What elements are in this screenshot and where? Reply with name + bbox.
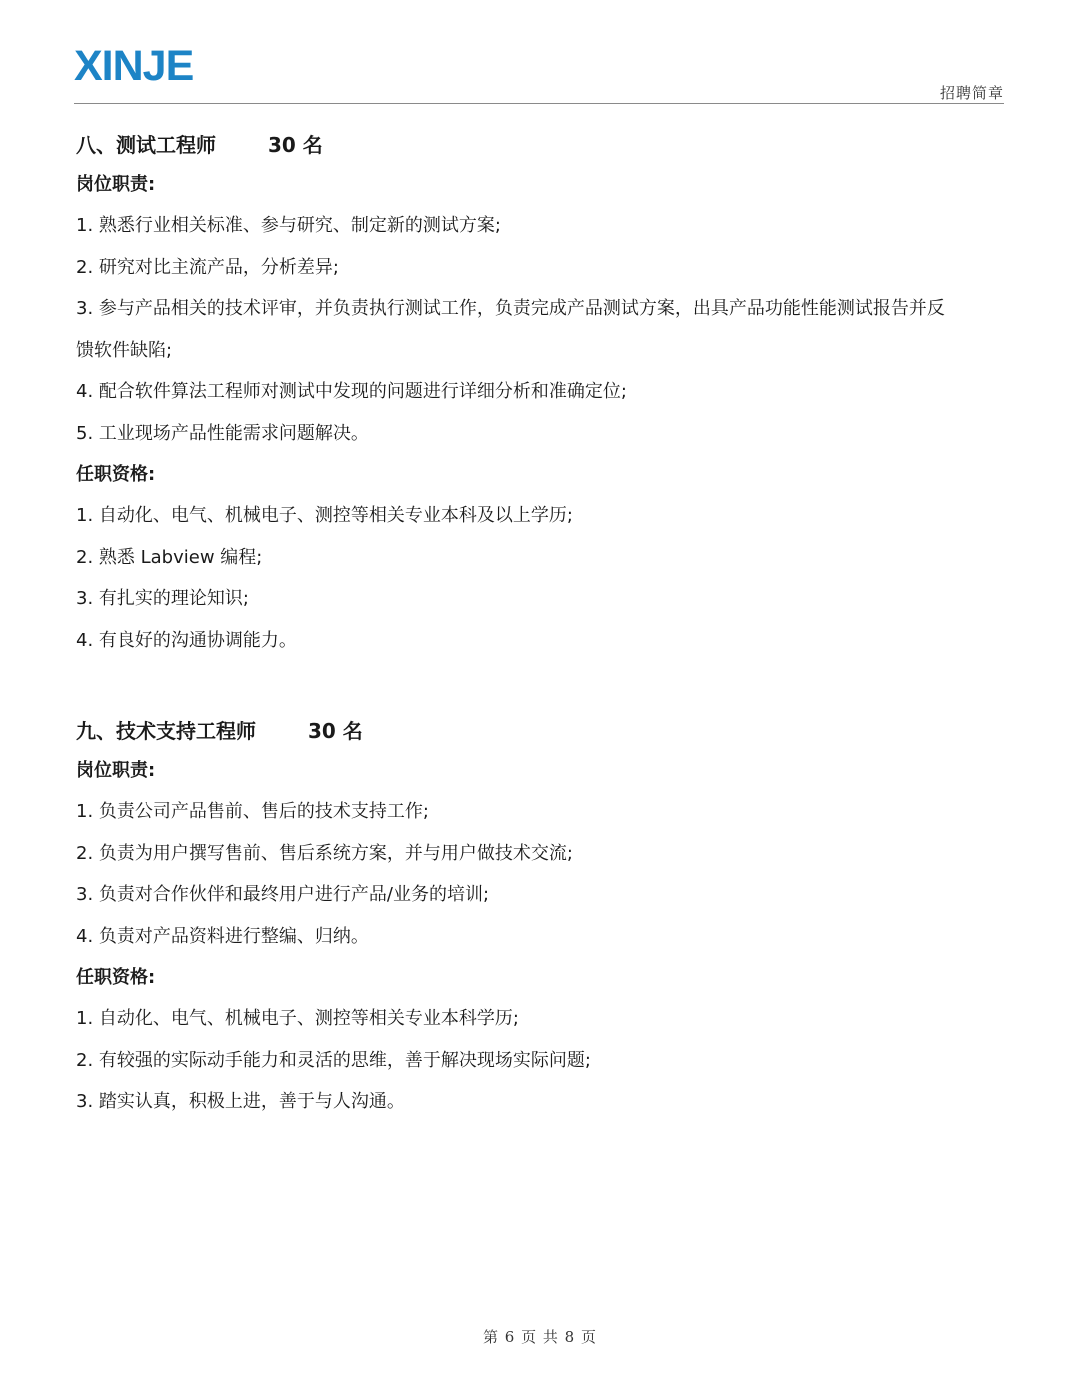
duties-heading: 岗位职责:: [76, 174, 156, 195]
duties-list: [76, 205, 1016, 454]
doc-title: 招聘简章: [939, 84, 1004, 102]
job-section-tech-support-engineer: [76, 712, 1016, 1123]
list-item: 2. 研究对比主流产品，分析差异;: [76, 256, 339, 278]
xinje-logo: [74, 44, 216, 84]
list-item: 1. 熟悉行业相关标准、参与研究、制定新的测试方案;: [76, 215, 501, 236]
section-count: 30 名: [308, 719, 363, 743]
list-item: 5. 工业现场产品性能需求问题解决。: [76, 422, 369, 444]
qualifications-list: [76, 998, 1016, 1123]
list-item: 3. 有扎实的理论知识;: [76, 588, 249, 609]
list-item: 1. 自动化、电气、机械电子、测控等相关专业本科学历;: [76, 1008, 519, 1029]
list-item: 馈软件缺陷;: [76, 339, 173, 361]
list-item: 4. 配合软件算法工程师对测试中发现的问题进行详细分析和准确定位;: [76, 381, 627, 402]
xinje-logo-text: XINJE: [74, 44, 194, 84]
list-item: 1. 负责公司产品售前、售后的技术支持工作;: [76, 801, 429, 822]
job-section-test-engineer: [76, 126, 1016, 661]
section-title-text: 九、技术支持工程师: [76, 719, 256, 743]
list-item: 4. 有良好的沟通协调能力。: [76, 629, 297, 651]
section-title-text: 八、测试工程师: [76, 133, 216, 157]
qualifications-list: [76, 495, 1016, 661]
qualifications-heading: 任职资格:: [76, 967, 156, 988]
section-gap: [76, 661, 1016, 712]
duties-heading: 岗位职责:: [76, 760, 156, 781]
list-item: 3. 参与产品相关的技术评审，并负责执行测试工作，负责完成产品测试方案，出具产品功能性能测试报告并反: [76, 298, 945, 319]
list-item: 2. 负责为用户撰写售前、售后系统方案，并与用户做技术交流;: [76, 842, 573, 864]
section-title: [76, 126, 1016, 164]
header-divider: [74, 103, 1004, 104]
list-item: 1. 自动化、电气、机械电子、测控等相关专业本科及以上学历;: [76, 505, 573, 526]
duties-list: [76, 791, 1016, 957]
list-item: 4. 负责对产品资料进行整编、归纳。: [76, 925, 369, 947]
list-item: 3. 负责对合作伙伴和最终用户进行产品/业务的培训;: [76, 884, 490, 905]
list-item: 3. 踏实认真，积极上进，善于与人沟通。: [76, 1091, 405, 1112]
qualifications-heading: 任职资格:: [76, 464, 156, 485]
page-content: [76, 126, 1016, 1123]
section-title: [76, 712, 1016, 750]
list-item: 2. 熟悉 Labview 编程;: [76, 546, 263, 568]
page-number: 第 6 页 共 8 页: [483, 1328, 597, 1346]
section-count: 30 名: [268, 133, 323, 157]
list-item: 2. 有较强的实际动手能力和灵活的思维，善于解决现场实际问题;: [76, 1049, 591, 1071]
